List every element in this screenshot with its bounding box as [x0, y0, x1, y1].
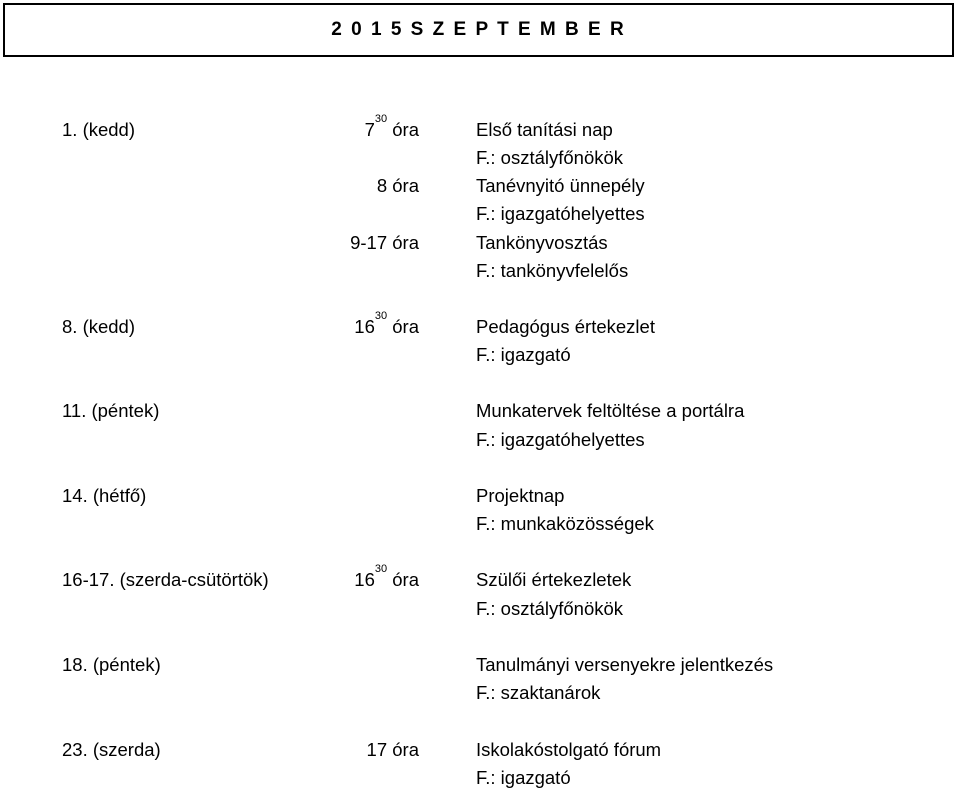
entry-event: Tanulmányi versenyekre jelentkezés — [476, 654, 774, 675]
entry-event: Első tanítási nap — [476, 119, 613, 140]
entry-event: Tanévnyitó ünnepély — [476, 175, 645, 196]
entry-time: 8 óra — [376, 175, 419, 196]
entry-responsible: F.: igazgatóhelyettes — [476, 429, 645, 450]
entry-responsible: F.: osztályfőnökök — [476, 147, 624, 168]
entry-date: 14. (hétfő) — [62, 485, 147, 506]
entry-date: 23. (szerda) — [62, 739, 161, 760]
entry-responsible: F.: osztályfőnökök — [476, 598, 624, 619]
entry-time: 9-17 óra — [350, 232, 419, 253]
entry-event: Tankönyvosztás — [476, 232, 608, 253]
entry-time: 17 óra — [366, 739, 419, 760]
entry-event: Pedagógus értekezlet — [476, 316, 655, 337]
entry-responsible: F.: munkaközösségek — [476, 513, 654, 534]
entry-date: 8. (kedd) — [62, 316, 136, 337]
entry-date: 18. (péntek) — [62, 654, 161, 675]
entry-date: 16-17. (szerda-csütörtök) — [62, 569, 269, 590]
entry-date: 1. (kedd) — [62, 119, 136, 140]
entry-event: Projektnap — [476, 485, 565, 506]
entry-event: Szülői értekezletek — [476, 569, 632, 590]
entry-responsible: F.: tankönyvfelelős — [476, 260, 629, 281]
entry-responsible: F.: igazgatóhelyettes — [476, 203, 645, 224]
entry-time: $16^{30}$ óra — [354, 563, 419, 590]
entry-responsible: F.: igazgató — [476, 344, 571, 365]
entry-event: Iskolakóstolgató fórum — [476, 739, 662, 760]
entry-responsible: F.: szaktanárok — [476, 682, 601, 703]
entry-responsible: F.: igazgató — [476, 767, 571, 788]
entry-event: Munkatervek feltöltése a portálra — [476, 400, 745, 421]
entry-date: 11. (péntek) — [62, 400, 160, 421]
entry-time: $16^{30}$ óra — [354, 310, 419, 337]
entry-time: $7^{30}$ óra — [364, 113, 419, 140]
page-title: 2 0 1 5 S Z E P T E M B E R — [331, 19, 626, 40]
